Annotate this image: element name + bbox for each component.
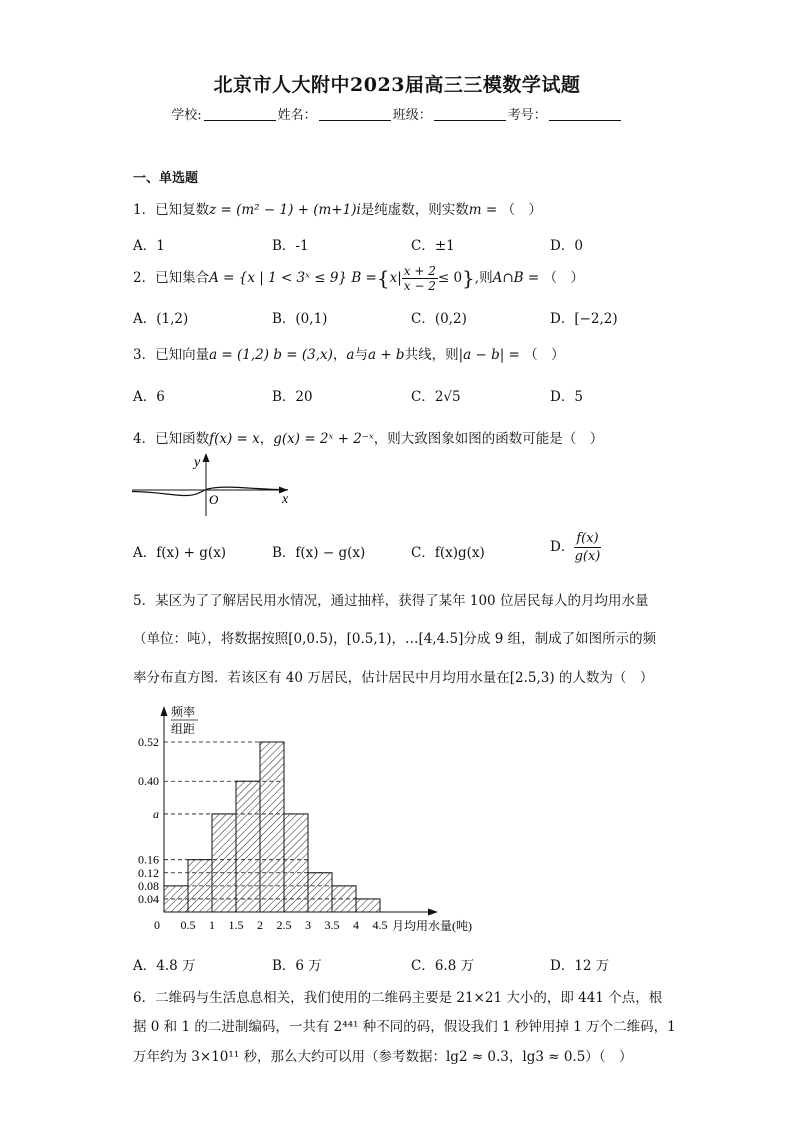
histogram-y-tick-3: 0.12 — [138, 865, 159, 880]
q1-text-c: = （ ） — [481, 202, 542, 218]
q3-vec-a2: a — [346, 347, 355, 363]
q1-var: m — [468, 202, 482, 218]
histogram-bar-1 — [164, 886, 188, 912]
q5-option-d: D．12 万 — [550, 958, 610, 974]
q2-option-a: A．(1,2) — [133, 311, 189, 327]
q2-fraction-numerator: x + 2 — [403, 264, 436, 278]
q1-text-a: 1．已知复数 — [133, 202, 210, 218]
histogram-x-axis-arrow — [428, 909, 438, 916]
q5-histogram — [128, 700, 508, 940]
q3-vec-sum: a + b — [367, 347, 405, 363]
q2-text-b: ,则 — [474, 270, 493, 286]
q1-option-c: C．±1 — [411, 238, 455, 254]
q2-right-brace: } — [462, 266, 475, 290]
q6-line-1: 6．二维码与生活息息相关，我们使用的二维码主要是 21×21 大小的，即 441 个点，根 — [133, 990, 663, 1006]
q4-origin-label: O — [209, 492, 219, 507]
q1-option-b: B．-1 — [272, 238, 309, 254]
q4-text-a: 4．已知函数 — [133, 431, 210, 447]
q3-abs: |a − b| — [458, 347, 505, 363]
q4-y-axis-arrow — [203, 453, 210, 462]
question-3-stem — [133, 343, 565, 363]
q2-option-b: B．(0,1) — [272, 311, 328, 327]
q2-fraction — [402, 264, 438, 293]
q4-f: f(x) = x — [209, 431, 260, 447]
q3-vec-a: a = (1,2) — [209, 347, 270, 363]
histogram-ylabel-bottom: 组距 — [171, 722, 196, 736]
q4-g: g(x) = 2ˣ + 2⁻ˣ — [273, 431, 374, 447]
q4-text-b: ， — [259, 431, 274, 447]
section-title: 一、单选题 — [133, 171, 199, 186]
page-title: 北京市人大附中2023届高三三模数学试题 — [213, 74, 581, 96]
q1-option-d: D．0 — [550, 238, 583, 254]
q3-text-b: ， — [332, 347, 347, 363]
q6-line-3: 万年约为 3×10¹¹ 秒，那么大约可以用（参考数据：lg2 ≈ 0.3，lg3 ≈ 0.5）（ ） — [133, 1049, 633, 1065]
question-1-stem — [133, 198, 542, 218]
histogram-x-tick-7: 3.5 — [324, 918, 340, 932]
histogram-x-tick-8: 4 — [353, 918, 359, 932]
class-label: 班级： — [392, 108, 432, 123]
q2-op: A∩B — [492, 270, 524, 286]
q4-option-d-fraction — [574, 530, 600, 565]
histogram-y-axis-arrow — [161, 706, 168, 716]
q5-line-1: 5．某区为了了解居民用水情况，通过抽样，获得了某年 100 位居民每人的月均用水量 — [133, 593, 649, 609]
q3-text-c: 与 — [354, 347, 368, 363]
q4-option-b: B．f(x) − g(x) — [272, 545, 366, 561]
question-4-stem — [133, 427, 603, 447]
q2-left-brace: { — [376, 266, 390, 290]
student-info-line — [0, 104, 794, 123]
histogram-bar-2 — [188, 860, 212, 912]
q6-line-2: 据 0 和 1 的二进制编码，一共有 2⁴⁴¹ 种不同的码，假设我们 1 秒钟用掉 1 万个二维码，1 — [133, 1019, 676, 1035]
q2-text-c: = （ ） — [523, 270, 584, 286]
school-blank — [204, 120, 276, 121]
q3-option-c: C．2√5 — [411, 389, 461, 405]
q2-fraction-denominator: x − 2 — [403, 279, 436, 293]
q3-option-d: D．5 — [550, 389, 583, 405]
q2-set-a: A = {x | 1 < 3ˣ ≤ 9} — [209, 270, 348, 286]
q5-option-c: C．6.8 万 — [411, 958, 475, 974]
q5-option-b: B．6 万 — [272, 958, 322, 974]
histogram-x-tick-5: 2.5 — [276, 918, 292, 932]
q4-option-c: C．f(x)g(x) — [411, 545, 485, 561]
q4-function-graph — [130, 448, 300, 520]
q2-set-b-prefix: B = — [351, 270, 377, 286]
histogram-ylabel-top: 频率 — [171, 705, 196, 719]
q4-option-d-denominator: g(x) — [574, 549, 601, 564]
id-label: 考号： — [507, 108, 547, 123]
histogram-bar-5 — [260, 742, 284, 912]
histogram-y-tick-2: 0.08 — [138, 878, 159, 893]
q3-vec-b: b = (3,x) — [273, 347, 333, 363]
histogram-y-tick-1: 0.04 — [138, 891, 159, 906]
histogram-x-tick-6: 3 — [305, 918, 311, 932]
q5-line-3: 率分布直方图．若该区有 40 万居民，估计居民中月均用水量在[2.5,3) 的人数为（ ） — [133, 670, 654, 686]
q5-line-2: （单位：吨），将数据按照[0,0.5)，[0.5,1)，…[4,4.5]分成 9 组，制成了如图所示的频 — [133, 631, 657, 647]
q1-formula: z = (m² − 1) + (m+1)i — [209, 202, 361, 218]
histogram-bar-3 — [212, 814, 236, 912]
q4-y-label: y — [194, 455, 201, 470]
histogram-y-tick-6: 0.40 — [138, 774, 159, 789]
q4-option-d-label: D． — [550, 539, 575, 555]
q3-option-b: B．20 — [272, 389, 313, 405]
q2-set-b-x: x| — [389, 270, 402, 286]
q2-option-d: D．[−2,2) — [550, 311, 618, 327]
q3-text-d: 共线，则 — [404, 347, 459, 363]
histogram-origin-label: 0 — [154, 918, 160, 932]
histogram-bar-4 — [236, 781, 260, 912]
question-2-stem — [133, 264, 584, 293]
histogram-bar-8 — [332, 886, 356, 912]
name-label: 姓名： — [277, 108, 317, 123]
histogram-y-tick-4: 0.16 — [138, 852, 159, 867]
q2-text-a: 2．已知集合 — [133, 270, 210, 286]
q2-option-c: C．(0,2) — [411, 311, 467, 327]
histogram-bar-6 — [284, 814, 308, 912]
histogram-x-tick-3: 1.5 — [228, 918, 244, 932]
histogram-x-tick-1: 0.5 — [180, 918, 196, 932]
histogram-bar-7 — [308, 873, 332, 912]
histogram-x-tick-4: 2 — [257, 918, 263, 932]
q3-option-a: A．6 — [133, 389, 165, 405]
q1-text-b: 是纯虚数，则实数 — [360, 202, 469, 218]
id-blank — [549, 120, 621, 121]
q4-text-c: ，则大致图象如图的函数可能是（ ） — [373, 431, 604, 447]
histogram-y-tick-5: a — [153, 806, 159, 821]
q4-option-d — [550, 530, 601, 565]
q4-x-label: x — [282, 492, 289, 507]
histogram-x-tick-2: 1 — [209, 918, 215, 932]
q4-option-d-numerator: f(x) — [576, 531, 599, 546]
school-label: 学校: — [171, 108, 202, 123]
class-blank — [434, 120, 506, 121]
q5-option-a: A．4.8 万 — [133, 958, 196, 974]
q4-option-a: A．f(x) + g(x) — [133, 545, 227, 561]
histogram-bar-9 — [356, 899, 380, 912]
histogram-x-tick-9: 4.5 — [372, 918, 388, 932]
q2-set-b-post: ≤ 0 — [437, 270, 463, 286]
histogram-xlabel: 月均用水量(吨) — [392, 919, 472, 933]
histogram-y-tick-7: 0.52 — [138, 735, 159, 749]
q3-text-a: 3．已知向量 — [133, 347, 210, 363]
q3-text-e: = （ ） — [504, 347, 565, 363]
q1-option-a: A．1 — [133, 238, 165, 254]
name-blank — [319, 120, 391, 121]
